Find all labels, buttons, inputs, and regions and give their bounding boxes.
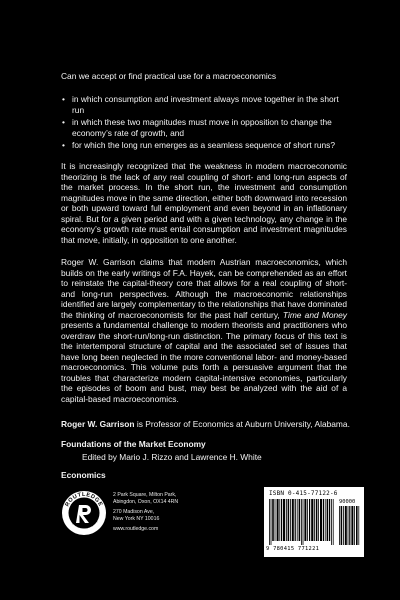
series-editors: Edited by Mario J. Rizzo and Lawrence H. White [82, 452, 262, 462]
barcode-addon-bars [339, 506, 360, 545]
logo-wordmark: ROUTLEDGE [64, 491, 104, 508]
description-paragraph-1: It is increasingly recognized that the weakness in modern macroeconomic theorizing is the lack of any real coupling of short- and long-run aspects of the market process. In the short run, the investment and consumption magnitudes move in the same direction, either both downward into recession or both upward toward full employment and even beyond in an inflationary spiral. But for a given period and with a given technology, any change in the economy’s growth rate must entail consumption and investment magnitudes that move, initially, in opposition to one another. [61, 161, 347, 245]
barcode-addon-digits: 90000 [339, 499, 356, 505]
isbn-label: ISBN 0-415-77122-6 [269, 490, 338, 497]
question-list [61, 94, 351, 152]
publisher-address [113, 492, 193, 533]
description-paragraph-2 [61, 257, 347, 404]
routledge-logo [61, 490, 107, 536]
address-line: 2 Park Square, Milton Park, [113, 492, 177, 498]
author-bio [61, 419, 361, 430]
author-name: Roger W. Garrison [61, 419, 135, 429]
paragraph-text: Roger W. Garrison claims that modern Austrian macroeconomics, which builds on the early writings of F.A. Hayek, can be comprehended as an effort to reinstate the capital-theory core that allows for a real coupling of short- and long-run perspectives. Although the macroeconomic relationships identified are largely complementary to the relationships that have dominated the thinking of macroeconomists for the past half century, [61, 257, 347, 320]
address-line: Abingdon, Oxon, OX14 4RN [113, 498, 179, 505]
paragraph-text: presents a fundamental challenge to modern theorists and practitioners who overdraw the short-run/long-run distinction. The primary focus of this text is the intertemporal structure of capital and the associated set of issues that have long been neglected in the more conventional labor- and money-based macroeconomics. This volume puts forth a persuasive argument that the troubles that characterize modern capital-intensive economies, particularly the episodes of boom and bust, may best be analyzed with the aid of a capital-based macroeconomics. [61, 320, 347, 404]
publisher-website: www.routledge.com [113, 526, 159, 533]
barcode-bars [269, 499, 335, 545]
address-line: 270 Madison Ave, [113, 509, 155, 516]
book-title-italic: Time and Money [282, 309, 347, 320]
barcode [264, 487, 364, 557]
barcode-digits: 9 780415 771221 [266, 546, 320, 552]
series-title: Foundations of the Market Economy [61, 439, 206, 449]
question-item: • in which these two magnitudes must move in opposition to change the economy’s rate of growth, and [61, 117, 351, 139]
logo-subtext: Taylor & Francis Group [69, 519, 99, 530]
address-line: New York NY 10016 [113, 515, 160, 522]
question-item: • for which the long run emerges as a seamless sequence of short runs? [61, 140, 351, 151]
question-item: • in which consumption and investment always move together in the short run [61, 94, 351, 116]
author-description: is Professor of Economics at Auburn University, Alabama. [134, 419, 350, 429]
subject-category: Economics [61, 470, 106, 480]
intro-question: Can we accept or find practical use for a macroeconomics [61, 71, 277, 81]
